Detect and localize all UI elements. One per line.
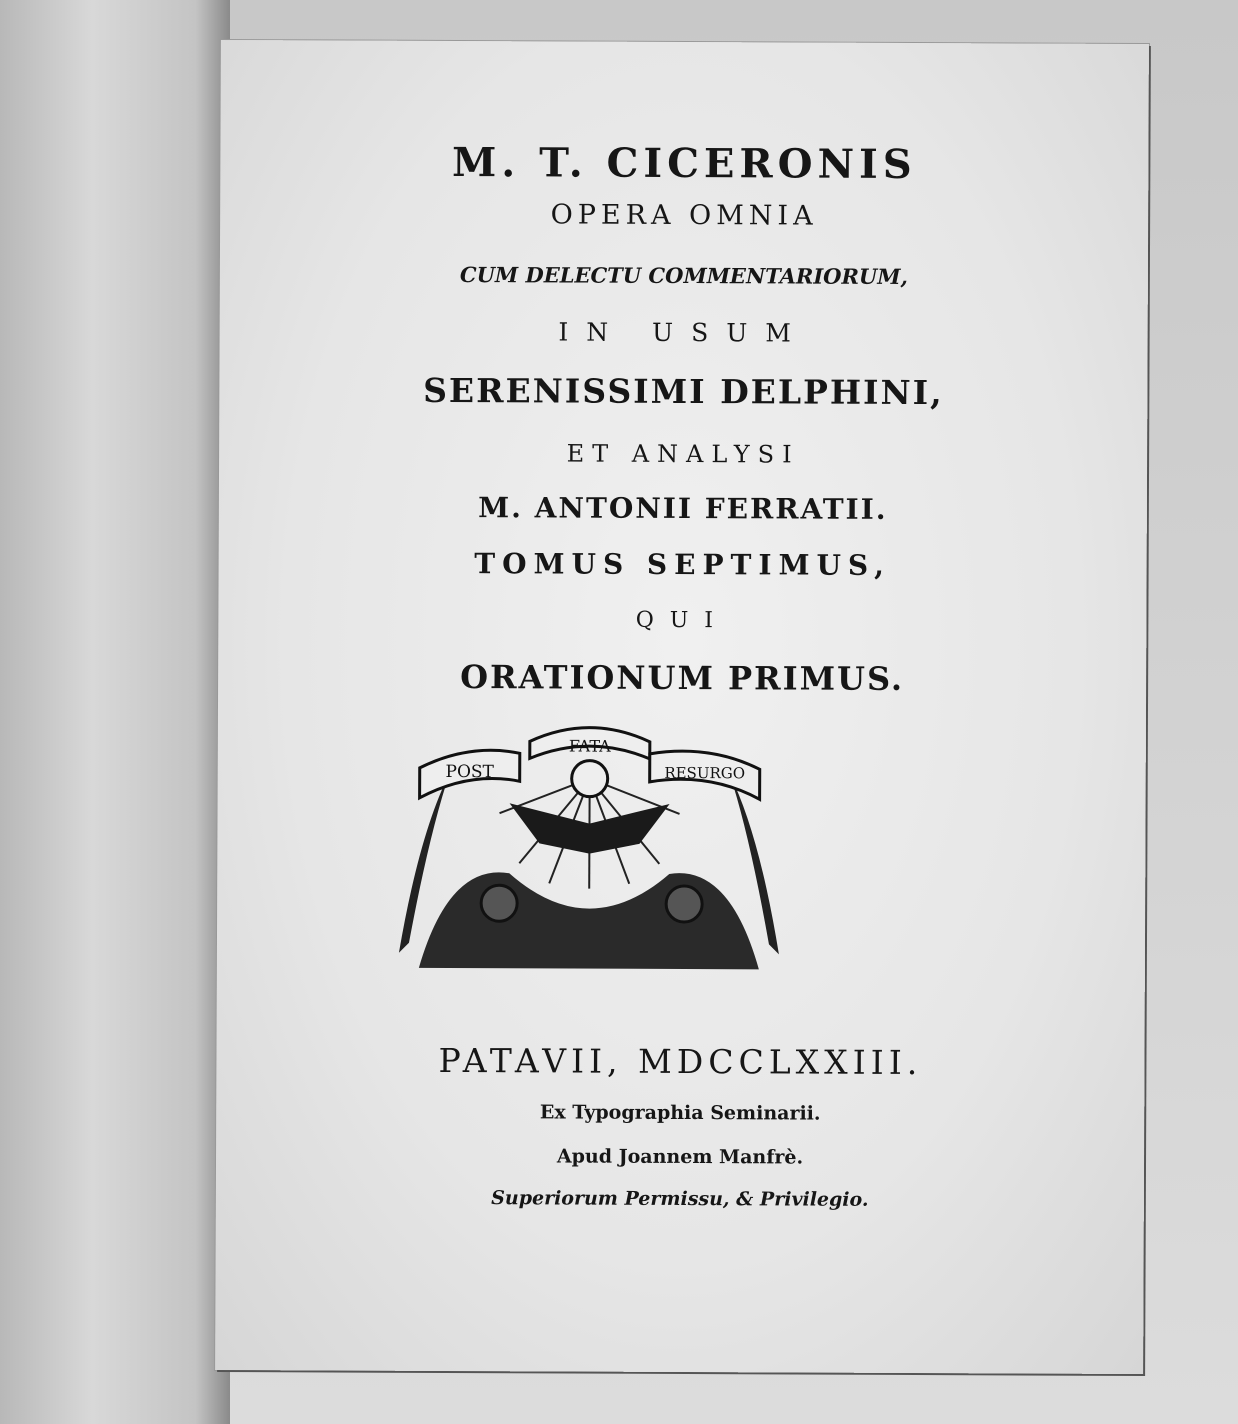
title-page [215, 40, 1149, 1374]
publisher-line: Apud Joannem Manfrè. [556, 1145, 804, 1169]
phoenix-emblem [389, 713, 790, 975]
imprint-line: PATAVII, MDCCLXXIII. [438, 1040, 923, 1083]
left-page [0, 0, 230, 1424]
et-analysi-line: ET ANALYSI [566, 439, 800, 469]
sun-face-icon [572, 761, 608, 797]
qui-line: QUI [635, 607, 730, 634]
commentary-line: CUM DELECTU COMMENTARIORUM, [459, 262, 908, 289]
contents-line: ORATIONUM PRIMUS. [460, 658, 905, 698]
dedicatee-line: SERENISSIMI DELPHINI, [423, 370, 944, 413]
printer-line: Ex Typographia Seminarii. [539, 1101, 821, 1125]
analyst-line: M. ANTONII FERRATII. [478, 491, 888, 526]
author-line: M. T. CICERONIS [451, 138, 917, 189]
motto-fata: FATA [568, 736, 611, 756]
motto-post: POST [445, 761, 494, 783]
motto-resurgo: RESURGO [664, 763, 746, 783]
volume-line: TOMUS SEPTIMUS, [474, 547, 891, 582]
privilege-line: Superiorum Permissu, & Privilegio. [491, 1187, 869, 1211]
in-usum-line: IN USUM [558, 317, 809, 348]
work-title: OPERA OMNIA [550, 199, 818, 232]
